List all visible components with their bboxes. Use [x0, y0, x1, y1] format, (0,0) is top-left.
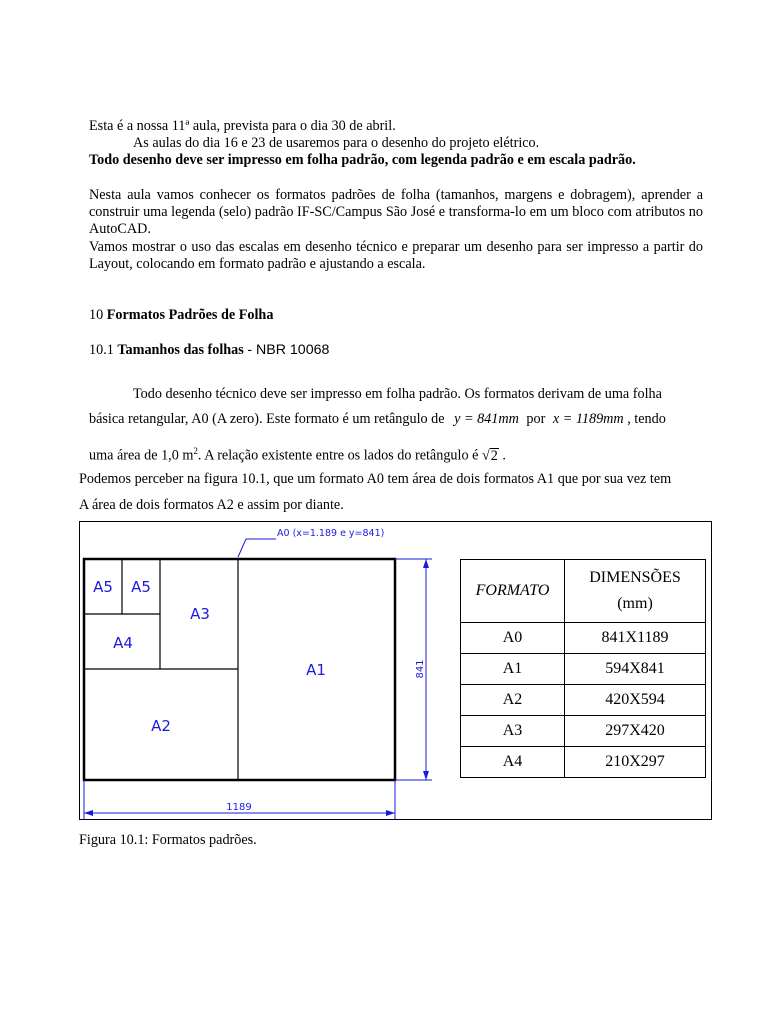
table-cell-dim: 594X841: [565, 654, 706, 685]
sqrt-value: 2: [490, 447, 498, 464]
table-cell-formato: A0: [461, 623, 565, 654]
intro-line-1: Esta é a nossa 11ª aula, prevista para o dia 30 de abril.: [89, 118, 396, 134]
table-row: [461, 654, 706, 685]
label-a3: A3: [190, 605, 210, 623]
subsection-number: 10.1: [89, 342, 114, 358]
table-cell-dim: 841X1189: [565, 623, 706, 654]
superscript-2: 2: [193, 446, 198, 456]
intro-line-3-bold: Todo desenho deve ser impresso em folha padrão, com legenda padrão e em escala padrão.: [89, 152, 636, 168]
header-dimensoes-line2: (mm): [617, 595, 653, 612]
sqrt-sign: √: [481, 447, 490, 464]
subsection-title: Tamanhos das folhas: [117, 342, 244, 358]
section-number: 10: [89, 307, 104, 323]
table-cell-dim: 297X420: [565, 716, 706, 747]
table-row: [461, 623, 706, 654]
arrow-left: [84, 810, 93, 816]
body-line-4: Podemos perceber na figura 10.1, que um formato A0 tem área de dois formatos A1 que por sua vez tem: [79, 471, 672, 487]
body-line-2-por: por: [526, 411, 546, 427]
table-cell-formato: A2: [461, 685, 565, 716]
subsection-heading: [89, 342, 329, 359]
label-a1: A1: [306, 661, 326, 679]
body-line-2: [89, 411, 666, 428]
label-a5-left: A5: [93, 578, 113, 596]
math-x: x = 1189mm: [552, 411, 624, 427]
header-dimensoes: [565, 560, 706, 623]
dim-label-841: 841: [415, 659, 426, 679]
body-line-2-text: básica retangular, A0 (A zero). Este formato é um retângulo de: [89, 411, 445, 427]
table-row: [461, 685, 706, 716]
table-cell-formato: A4: [461, 747, 565, 778]
figure-caption: Figura 10.1: Formatos padrões.: [79, 832, 257, 848]
body-line-1: Todo desenho técnico deve ser impresso em folha padrão. Os formatos derivam de uma folha: [133, 386, 662, 402]
body-line-3-text-b: . A relação existente entre os lados do retângulo é: [197, 447, 479, 464]
table-cell-formato: A3: [461, 716, 565, 747]
label-a5-right: A5: [131, 578, 151, 596]
label-a2: A2: [151, 717, 171, 735]
body-line-2-end: , tendo: [627, 411, 666, 427]
leader-label: A0 (x=1.189 e y=841): [277, 528, 385, 539]
header-formato: FORMATO: [461, 560, 565, 623]
body-line-3: [89, 443, 506, 465]
table-cell-dim: 420X594: [565, 685, 706, 716]
table-row: [461, 716, 706, 747]
section-heading: [89, 307, 273, 324]
arrow-top: [423, 559, 429, 568]
math-y: y = 841mm: [454, 411, 519, 427]
paragraph-1: Nesta aula vamos conhecer os formatos padrões de folha (tamanhos, margens e dobragem), aprender a construir uma legenda (selo) padrão IF-SC/Campus São José e transforma-lo em um bloco com atributos no AutoCAD.: [89, 187, 703, 237]
subsection-suffix: - NBR 10068: [247, 342, 330, 358]
table-cell-formato: A1: [461, 654, 565, 685]
arrow-right: [386, 810, 395, 816]
leader-line: [238, 539, 276, 557]
table-cell-dim: 210X297: [565, 747, 706, 778]
arrow-bottom: [423, 771, 429, 780]
label-a4: A4: [113, 634, 133, 652]
formats-table: [460, 559, 706, 778]
dim-label-1189: 1189: [226, 802, 252, 813]
table-row: [461, 747, 706, 778]
intro-line-2: As aulas do dia 16 e 23 de usaremos para o desenho do projeto elétrico.: [133, 135, 540, 151]
body-line-3-period: .: [502, 447, 506, 464]
body-line-3-text: uma área de 1,0 m: [89, 447, 194, 464]
section-title: Formatos Padrões de Folha: [106, 307, 274, 323]
table-header-row: [461, 560, 706, 623]
paragraph-2: Vamos mostrar o uso das escalas em desenho técnico e preparar um desenho para ser impresso a partir do Layout, colocando em formato padrão e ajustando a escala.: [89, 239, 703, 272]
body-line-5: A área de dois formatos A2 e assim por diante.: [79, 497, 344, 513]
header-dimensoes-line1: DIMENSÕES: [589, 569, 681, 586]
